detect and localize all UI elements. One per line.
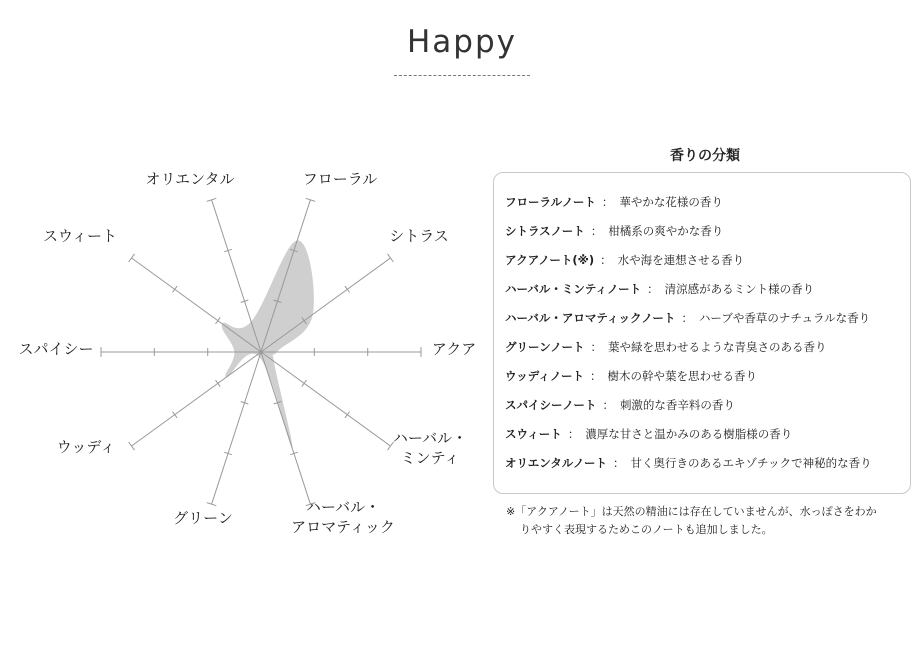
legend-item-separator: ： <box>590 340 602 354</box>
legend-item-separator: ： <box>681 311 693 325</box>
legend-item-description: 樹木の幹や葉を思わせる香り <box>607 369 758 383</box>
legend-item-name: グリーンノート <box>505 340 585 354</box>
legend-item-name: シトラスノート <box>505 224 585 238</box>
legend-box <box>493 172 911 494</box>
radar-axis-label: グリーン <box>173 509 233 527</box>
legend-item-description: 柑橘系の爽やかな香り <box>608 224 724 238</box>
radar-axis-label: ハーバル・ミンティ <box>392 429 468 467</box>
legend-item-separator: ： <box>602 398 614 412</box>
radar-axis-6 <box>212 352 261 504</box>
footnote-line-1: ※「アクアノート」は天然の精油には存在していませんが、水っぽさをわか <box>506 505 877 518</box>
legend-item-description: ハーブや香草のナチュラルな香り <box>698 311 871 325</box>
legend-item <box>505 193 910 222</box>
legend-item <box>505 309 910 338</box>
radar-axis-label: ウッディ <box>56 438 116 456</box>
legend-item-description: 葉や緑を思わせるような青臭さのある香り <box>607 340 827 354</box>
legend-list <box>494 173 910 483</box>
legend-item-separator: ： <box>590 224 603 238</box>
radar-axis-tick <box>129 442 135 450</box>
legend-item-description: 甘く奥行きのあるエキゾチックで神秘的な香り <box>630 456 872 470</box>
legend-item-description: 刺激的な香辛料の香り <box>619 398 735 412</box>
legend-item <box>505 251 910 280</box>
radar-axis-tick <box>345 286 350 292</box>
legend-item-description: 華やかな花様の香り <box>619 195 723 209</box>
legend-item-name: ウッディノート <box>505 369 585 383</box>
radar-axis-tick <box>172 412 177 418</box>
radar-axis-label: シトラス <box>389 227 449 245</box>
radar-axis-tick <box>345 412 350 418</box>
radar-axis-9 <box>132 258 261 352</box>
footnote-line-2: りやすく表現するためこのノートも追加しました。 <box>520 523 773 536</box>
legend-item-name: スウィート <box>505 427 562 441</box>
radar-axis-5 <box>261 352 310 504</box>
radar-axis-tick <box>388 254 394 262</box>
legend-item-description: 清涼感があるミント様の香り <box>664 282 815 296</box>
legend-item-separator: ： <box>590 369 602 383</box>
radar-axis-label: スウィート <box>42 227 118 245</box>
legend-item <box>505 454 910 483</box>
radar-axis-7 <box>132 352 261 446</box>
legend-item <box>505 280 910 309</box>
legend-item-name: アクアノート(※) <box>505 253 595 267</box>
radar-axis-tick <box>216 380 221 387</box>
radar-axis-label: オリエンタル <box>145 170 235 188</box>
legend-item <box>505 425 910 454</box>
legend-heading: 香りの分類 <box>670 148 740 164</box>
radar-axis-label: フローラル <box>302 170 378 188</box>
legend-item-separator: ： <box>601 195 614 209</box>
radar-axis-label: アクア <box>431 340 477 358</box>
legend-item <box>505 396 910 425</box>
radar-axis-tick <box>302 380 307 387</box>
radar-axis-tick <box>172 286 177 292</box>
legend-item-name: フローラルノート <box>505 195 596 209</box>
legend-item-name: スパイシーノート <box>505 398 597 412</box>
legend-item-name: ハーバル・アロマティックノート <box>505 311 676 325</box>
footnote <box>506 503 914 539</box>
legend-item-separator: ： <box>600 253 612 267</box>
legend-item-separator: ： <box>567 427 580 441</box>
legend-item-description: 濃厚な甘さと温かみのある樹脂様の香り <box>585 427 793 441</box>
radar-axis-tick <box>216 317 221 324</box>
legend-item-name: ハーバル・ミンティノート <box>505 282 642 296</box>
legend-item <box>505 367 910 396</box>
legend-item-name: オリエンタルノート <box>505 456 608 470</box>
radar-chart <box>0 0 490 600</box>
radar-data-area <box>222 240 314 448</box>
radar-axis-label: スパイシー <box>18 340 94 358</box>
legend-item-separator: ： <box>613 456 625 470</box>
radar-axis-label: ハーバル・アロマティック <box>291 498 395 536</box>
radar-axis-tick <box>129 254 135 262</box>
legend-item <box>505 338 910 367</box>
legend-item-separator: ： <box>647 282 659 296</box>
legend-item <box>505 222 910 251</box>
page-title: Happy <box>406 24 517 60</box>
legend-item-description: 水や海を連想させる香り <box>617 253 745 267</box>
